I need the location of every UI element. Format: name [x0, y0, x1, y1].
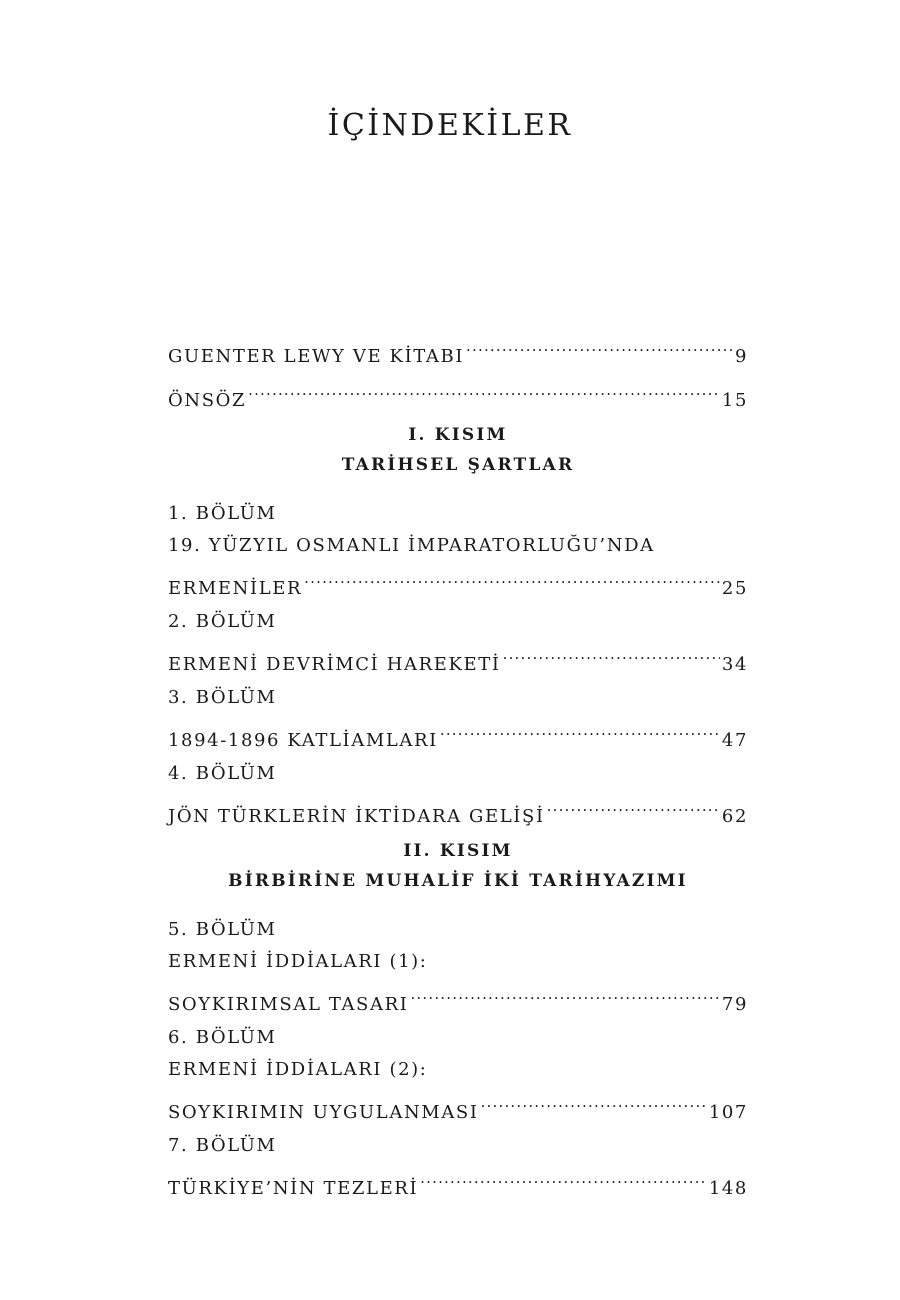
- page-number: 9: [734, 346, 748, 367]
- entry-title: SOYKIRIMIN UYGULANMASI: [168, 1102, 479, 1123]
- chapter-label: 2. BÖLÜM: [168, 611, 277, 632]
- page-number: 79: [721, 994, 748, 1015]
- toc-entry-chapter-4[interactable]: [168, 758, 748, 827]
- toc-entry-chapter-2[interactable]: [168, 606, 748, 675]
- table-of-contents: [168, 330, 748, 1206]
- chapter-label: 1. BÖLÜM: [168, 503, 277, 524]
- dot-leader: [547, 790, 720, 822]
- dot-leader: [503, 638, 720, 670]
- dot-leader: [466, 330, 733, 362]
- entry-title: ERMENİLER: [168, 578, 303, 599]
- page-number: 15: [721, 390, 748, 411]
- dot-leader: [420, 1162, 707, 1194]
- toc-entry-chapter-3[interactable]: [168, 682, 748, 751]
- entry-title: TÜRKİYE’NİN TEZLERİ: [168, 1178, 419, 1199]
- page-title: İÇİNDEKİLER: [327, 108, 573, 143]
- entry-title: GUENTER LEWY VE KİTABI: [168, 346, 465, 367]
- part-heading: [168, 836, 748, 896]
- chapter-subtitle: 19. YÜZYIL OSMANLI İMPARATORLUĞU’NDA: [168, 535, 655, 556]
- chapter-label: 6. BÖLÜM: [168, 1027, 277, 1048]
- dot-leader: [248, 374, 720, 406]
- page-number: 62: [721, 806, 748, 827]
- toc-entry-foreword-author[interactable]: [168, 330, 748, 367]
- toc-entry-preface[interactable]: [168, 374, 748, 411]
- page-number: 148: [708, 1178, 748, 1199]
- dot-leader: [440, 714, 720, 746]
- toc-entry-chapter-6[interactable]: [168, 1022, 748, 1123]
- toc-entry-chapter-7[interactable]: [168, 1130, 748, 1199]
- chapter-subtitle: ERMENİ İDDİALARI (1):: [168, 951, 428, 972]
- page-number: 25: [721, 578, 748, 599]
- toc-entry-chapter-5[interactable]: [168, 914, 748, 1015]
- part-label: I. KISIM: [408, 425, 508, 445]
- dot-leader: [304, 562, 720, 594]
- page-number: 34: [721, 654, 748, 675]
- page-number: 47: [721, 730, 748, 751]
- toc-entry-chapter-1[interactable]: [168, 498, 748, 599]
- dot-leader: [481, 1086, 707, 1118]
- part-title: BİRBİRİNE MUHALİF İKİ TARİHYAZIMI: [228, 871, 688, 891]
- entry-title: SOYKIRIMSAL TASARI: [168, 994, 409, 1015]
- part-label: II. KISIM: [403, 841, 513, 861]
- entry-title: 1894-1896 KATLİAMLARI: [168, 730, 438, 751]
- dot-leader: [410, 978, 719, 1010]
- entry-title: ÖNSÖZ: [168, 390, 247, 411]
- page-number: 107: [708, 1102, 748, 1123]
- chapter-subtitle: ERMENİ İDDİALARI (2):: [168, 1059, 428, 1080]
- chapter-label: 7. BÖLÜM: [168, 1135, 277, 1156]
- entry-title: ERMENİ DEVRİMCİ HAREKETİ: [168, 654, 501, 675]
- part-title: TARİHSEL ŞARTLAR: [341, 455, 575, 475]
- chapter-label: 4. BÖLÜM: [168, 763, 277, 784]
- chapter-label: 5. BÖLÜM: [168, 919, 277, 940]
- part-heading: [168, 420, 748, 480]
- chapter-label: 3. BÖLÜM: [168, 687, 277, 708]
- entry-title: JÖN TÜRKLERİN İKTİDARA GELİŞİ: [168, 806, 545, 827]
